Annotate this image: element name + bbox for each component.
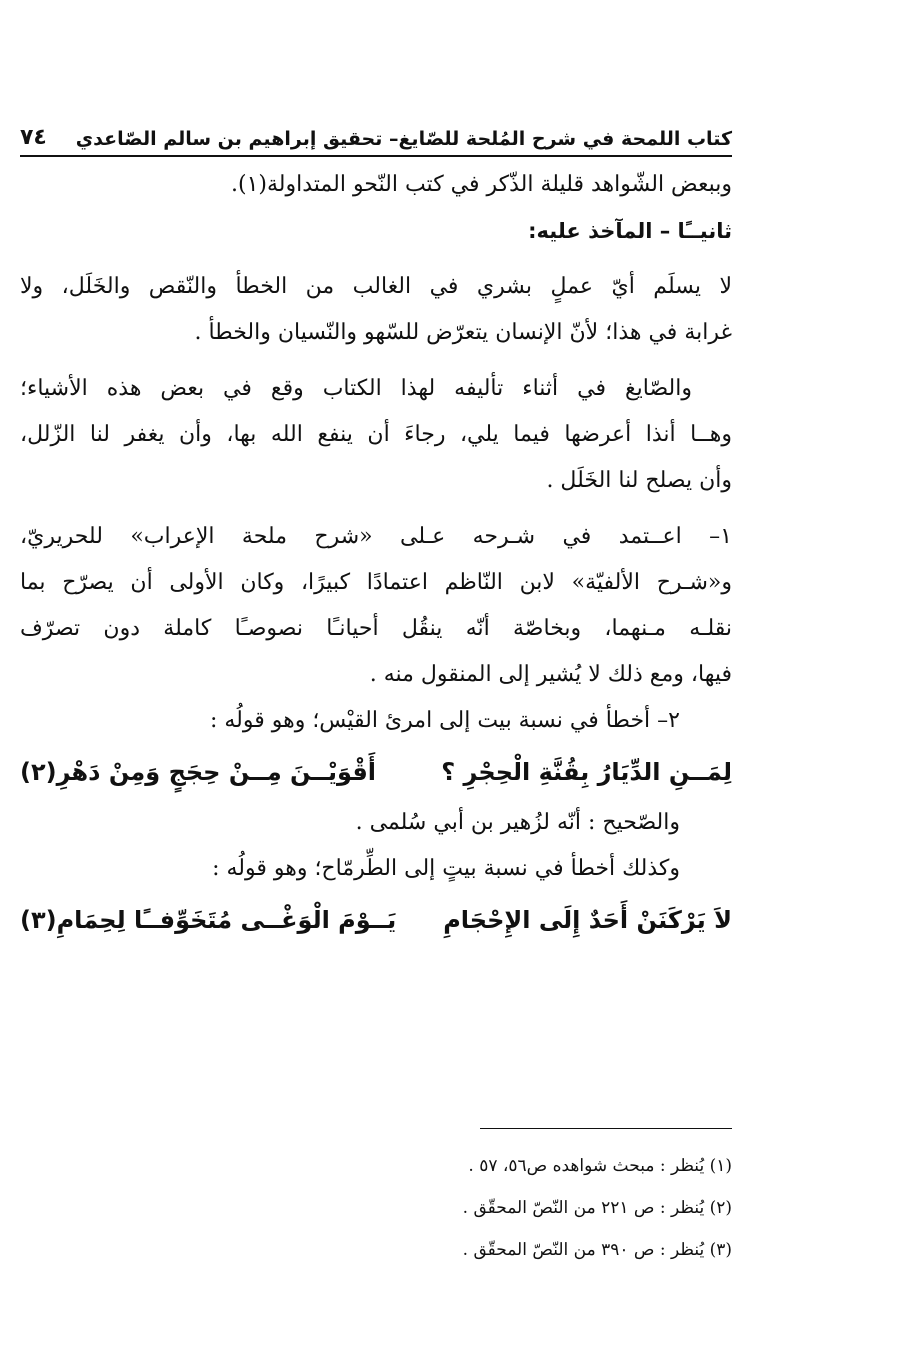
text-line: غرابة في هذا؛ لأنّ الإنسان يتعرّض للسّهو والنّسيان والخطأ . [194, 320, 732, 345]
footnote: (١) يُنظر : مبحث شواهده ص٥٦، ٥٧ . [468, 1156, 732, 1176]
text-line: وأن يصلح لنا الخَلَل . [546, 468, 732, 493]
text-line: وببعض الشّواهد قليلة الذّكر في كتب النّحو المتداولة(١). [231, 172, 732, 197]
text-line: فيها، ومع ذلك لا يُشير إلى المنقول منه . [369, 662, 732, 687]
header-title: كتاب اللمحة في شرح المُلحة للصّايغ– تحقيق إبراهيم بن سالم الصّاعدي [75, 128, 732, 150]
verse-line [20, 892, 732, 948]
text-line: لا يسلَم أيّ عملٍ بشري في الغالب من الخطأ والنّقص والخَلَل، ولا [20, 274, 732, 299]
text-line: والصّحيح : أنّه لزُهير بن أبي سُلمى . [355, 810, 680, 835]
main-text [20, 162, 732, 948]
page-number: ٧٤ [20, 125, 47, 150]
text-line: نقلـه مـنهما، وبخاصّة أنّه ينقُل أحيانـًا نصوصـًا كاملة دون تصرّف [20, 616, 732, 641]
verse-first-hemistich: لِمَــنِ الدِّيَارُ بِقُنَّةِ الْحِجْرِ ؟ [441, 758, 732, 786]
text-line: وهــا أنذا أعرضها فيما يلي، رجاءَ أن ينفع الله بها، وأن يغفر لنا الزّلل، [20, 422, 732, 447]
running-header [20, 110, 732, 150]
verse-second-hemistich: أَقْوَيْــنَ مِــنْ حِجَجٍ وَمِنْ دَهْرِ(٢) [20, 758, 377, 786]
verse-second-hemistich: يَــوْمَ الْوَغْــى مُتَخَوِّفــًا لِحِمَامِ(٣) [20, 906, 397, 934]
footnotes [300, 1145, 732, 1271]
footnote-separator [480, 1128, 732, 1129]
header-rule [20, 155, 732, 157]
text-line: و«شـرح الألفيّة» لابن النّاظم اعتمادًا كبيرًا، وكان الأولى أن يصرّح بما [20, 570, 732, 595]
verse-first-hemistich: لاَ يَرْكَنَنْ أَحَدٌ إِلَى الإِحْجَامِ [443, 906, 732, 934]
verse-line [20, 744, 732, 800]
text-line: ١– اعــتمد في شـرحه عـلى «شرح ملحة الإعراب» للحريريّ، [20, 524, 732, 549]
section-heading: ثانيــًا – المآخذ عليه: [528, 219, 732, 243]
footnote: (٣) يُنظر : ص ٣٩٠ من النّصّ المحقّق . [462, 1240, 732, 1260]
text-line: ٢– أخطأ في نسبة بيت إلى امرئ القيْس؛ وهو قولُه : [209, 708, 680, 733]
footnote: (٢) يُنظر : ص ٢٢١ من النّصّ المحقّق . [462, 1198, 732, 1218]
text-line: وكذلك أخطأ في نسبة بيتٍ إلى الطِّرمّاح؛ وهو قولُه : [212, 856, 680, 881]
text-line: والصّايغ في أثناء تأليفه لهذا الكتاب وقع في بعض هذه الأشياء؛ [20, 376, 692, 401]
